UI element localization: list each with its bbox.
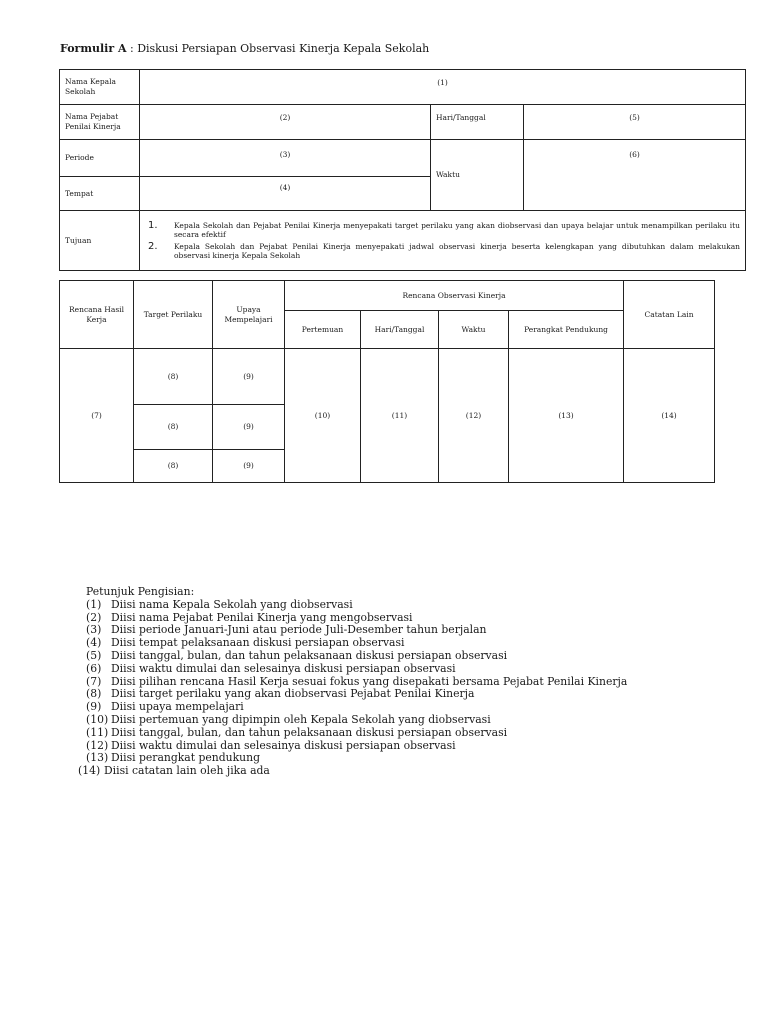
plan-table xyxy=(59,280,715,483)
instruction-text: Diisi waktu dimulai dan selesainya diskusi persiapan observasi xyxy=(111,738,456,752)
pejabat-penilai-field[interactable]: (2) xyxy=(140,105,431,140)
form-title-bold: Formulir A xyxy=(60,42,127,55)
info-table xyxy=(59,69,746,271)
instructions-heading: Petunjuk Pengisian: xyxy=(86,585,195,598)
instruction-item xyxy=(78,663,627,676)
instruction-number: (8) xyxy=(86,687,102,701)
instruction-text: Diisi waktu dimulai dan selesainya diskusi persiapan observasi xyxy=(111,661,456,675)
instruction-number: (4) xyxy=(86,636,102,650)
header-waktu: Waktu xyxy=(439,311,509,349)
form-title-rest: : Diskusi Persiapan Observasi Kinerja Kepala Sekolah xyxy=(126,42,430,55)
cell-rencana-hasil-kerja[interactable]: (7) xyxy=(60,349,134,483)
cell-target-perilaku[interactable]: (8) xyxy=(134,405,213,450)
tujuan-item xyxy=(148,221,740,239)
tujuan-item xyxy=(148,242,740,260)
tempat-field[interactable]: (4) xyxy=(140,177,431,211)
hari-tanggal-field[interactable]: (5) xyxy=(524,105,746,140)
header-pertemuan: Pertemuan xyxy=(285,311,361,349)
instruction-number: (3) xyxy=(86,623,102,637)
tujuan-item-number: 2. xyxy=(148,240,158,252)
instruction-item xyxy=(78,650,627,663)
instruction-text: Diisi upaya mempelajari xyxy=(111,700,244,714)
header-hari-tanggal: Hari/Tanggal xyxy=(361,311,439,349)
tujuan-content xyxy=(140,211,746,271)
hari-tanggal-label: Hari/Tanggal xyxy=(431,105,524,140)
header-catatan-lain: Catatan Lain xyxy=(624,281,715,349)
instruction-text: Diisi nama Pejabat Penilai Kinerja yang mengobservasi xyxy=(111,610,413,624)
header-upaya-mempelajari: Upaya Mempelajari xyxy=(213,281,285,349)
instruction-text: Diisi perangkat pendukung xyxy=(111,751,260,765)
instruction-number: (1) xyxy=(86,597,102,611)
cell-perangkat-pendukung[interactable]: (13) xyxy=(509,349,624,483)
instruction-item xyxy=(78,599,627,612)
cell-catatan-lain[interactable]: (14) xyxy=(624,349,715,483)
instruction-text: Diisi target perilaku yang akan diobservasi Pejabat Penilai Kinerja xyxy=(111,687,475,701)
tujuan-label: Tujuan xyxy=(60,211,140,271)
header-rencana-observasi: Rencana Observasi Kinerja xyxy=(285,281,624,311)
cell-upaya-mempelajari[interactable]: (9) xyxy=(213,450,285,483)
instruction-number: (12) xyxy=(86,738,109,752)
kepala-sekolah-label: Nama Kepala Sekolah xyxy=(60,70,140,105)
periode-field[interactable]: (3) xyxy=(140,140,431,177)
kepala-sekolah-field[interactable]: (1) xyxy=(140,70,746,105)
cell-hari-tanggal[interactable]: (11) xyxy=(361,349,439,483)
header-rencana-hasil-kerja: Rencana Hasil Kerja xyxy=(60,281,134,349)
instruction-number: (14) xyxy=(78,764,101,778)
instruction-text: Diisi pilihan rencana Hasil Kerja sesuai fokus yang disepakati bersama Pejabat Penilai Kinerja xyxy=(111,674,628,688)
waktu-field[interactable]: (6) xyxy=(524,140,746,211)
instruction-number: (2) xyxy=(86,610,102,624)
cell-waktu[interactable]: (12) xyxy=(439,349,509,483)
tujuan-item-text: Kepala Sekolah dan Pejabat Penilai Kinerja menyepakati jadwal observasi kinerja beserta kelengkapan yang dibutuhkan dalam melakukan observasi kinerja Kepala Sekolah xyxy=(174,241,740,260)
cell-target-perilaku[interactable]: (8) xyxy=(134,349,213,405)
instruction-number: (6) xyxy=(86,661,102,675)
instruction-text: Diisi tempat pelaksanaan diskusi persiapan observasi xyxy=(111,636,405,650)
instruction-text: Diisi nama Kepala Sekolah yang diobservasi xyxy=(111,597,353,611)
header-perangkat-pendukung: Perangkat Pendukung xyxy=(509,311,624,349)
instruction-number: (13) xyxy=(86,751,109,765)
cell-pertemuan[interactable]: (10) xyxy=(285,349,361,483)
instructions xyxy=(78,586,627,778)
instruction-text: Diisi periode Januari-Juni atau periode Juli-Desember tahun berjalan xyxy=(111,623,487,637)
instruction-text: Diisi pertemuan yang dipimpin oleh Kepala Sekolah yang diobservasi xyxy=(111,712,491,726)
header-target-perilaku: Target Perilaku xyxy=(134,281,213,349)
tujuan-item-number: 1. xyxy=(148,219,158,231)
instruction-text: Diisi tanggal, bulan, dan tahun pelaksanaan diskusi persiapan observasi xyxy=(111,648,508,662)
form-title xyxy=(60,42,429,55)
instruction-item xyxy=(78,765,627,778)
cell-upaya-mempelajari[interactable]: (9) xyxy=(213,405,285,450)
instruction-text: Diisi catatan lain oleh jika ada xyxy=(104,764,270,778)
pejabat-penilai-label: Nama Pejabat Penilai Kinerja xyxy=(60,105,140,140)
tujuan-item-text: Kepala Sekolah dan Pejabat Penilai Kinerja menyepakati target perilaku yang akan diobservasi dan upaya belajar untuk menampilkan perilaku itu secara efektif xyxy=(174,220,740,239)
tempat-label: Tempat xyxy=(60,177,140,211)
waktu-label: Waktu xyxy=(431,140,524,211)
instruction-number: (11) xyxy=(86,725,109,739)
periode-label: Periode xyxy=(60,140,140,177)
cell-target-perilaku[interactable]: (8) xyxy=(134,450,213,483)
instruction-text: Diisi tanggal, bulan, dan tahun pelaksanaan diskusi persiapan observasi xyxy=(111,725,508,739)
instruction-item xyxy=(78,714,627,727)
instruction-number: (7) xyxy=(86,674,102,688)
instruction-number: (5) xyxy=(86,648,102,662)
instruction-item xyxy=(78,727,627,740)
cell-upaya-mempelajari[interactable]: (9) xyxy=(213,349,285,405)
instruction-number: (9) xyxy=(86,700,102,714)
instruction-number: (10) xyxy=(86,712,109,726)
